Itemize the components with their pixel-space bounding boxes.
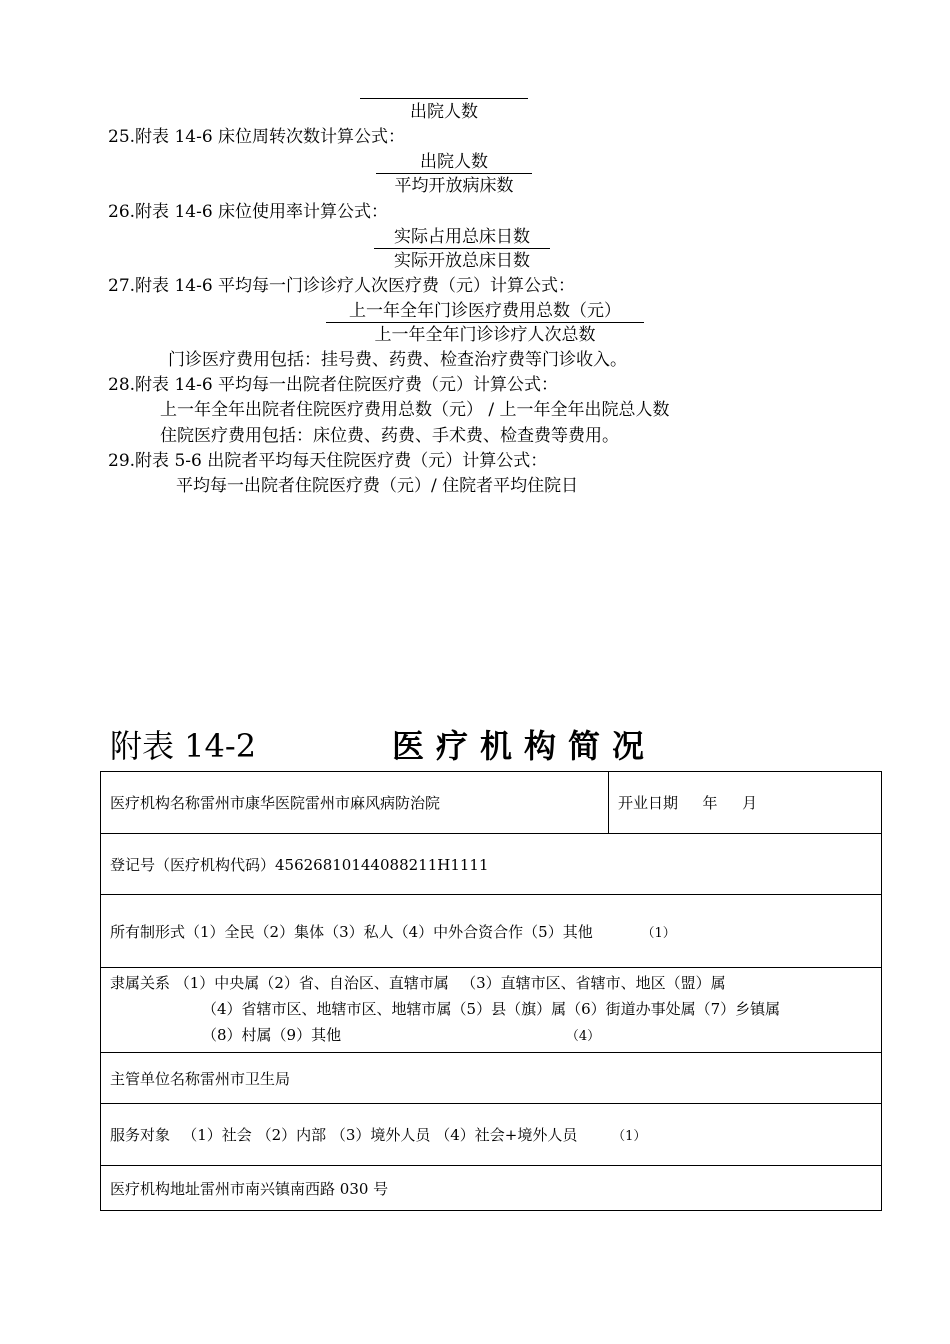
formula-28-note: 住院医疗费用包括：床位费、药费、手术费、检查费等费用。 <box>160 426 619 446</box>
service-options: 服务对象 （1）社会 （2）内部 （3）境外人员 （4）社会+境外人员 <box>110 1126 578 1144</box>
affiliation-line-2: （4）省辖市区、地辖市区、地辖市属（5）县（旗）属（6）街道办事处属（7）乡镇属 <box>202 1000 781 1018</box>
formula-29-heading: 29.附表 5-6 出院者平均每天住院医疗费（元）计算公式： <box>108 451 548 471</box>
service-code: （1） <box>612 1129 647 1144</box>
appendix-label: 附表 14-2 <box>110 727 257 765</box>
affiliation-line-3-row <box>110 1022 881 1050</box>
service-cell <box>101 1104 882 1166</box>
formula-26-numerator: 实际占用总床日数 <box>394 227 530 247</box>
formula-29-formula: 平均每一出院者住院医疗费（元）/ 住院者平均住院日 <box>176 476 579 496</box>
table-row <box>101 1166 882 1211</box>
institution-info-table <box>100 771 882 1211</box>
institution-name: 医疗机构名称雷州市康华医院雷州市麻风病防治院 <box>110 794 441 812</box>
appendix-title: 医疗机构简况 <box>392 727 657 765</box>
ownership-code: （1） <box>641 925 676 941</box>
registration-cell <box>101 834 882 895</box>
institution-address: 医疗机构地址雷州市南兴镇南西路 030 号 <box>110 1179 389 1198</box>
opening-date-cell <box>609 772 882 834</box>
ownership-cell <box>101 895 882 968</box>
affiliation-cell <box>101 968 882 1053</box>
table-row <box>101 1053 882 1104</box>
affiliation-line-1: 隶属关系 （1）中央属（2）省、自治区、直辖市属 （3）直辖市区、省辖市、地区（盟）属 <box>110 974 726 992</box>
supervisor-cell <box>101 1053 882 1104</box>
formula-25-heading: 25.附表 14-6 床位周转次数计算公式： <box>108 127 406 147</box>
table-row <box>101 968 882 1053</box>
formula-26-denominator: 实际开放总床日数 <box>394 251 530 271</box>
formula-28-heading: 28.附表 14-6 平均每一出院者住院医疗费（元）计算公式： <box>108 375 559 395</box>
affiliation-line-3: （8）村属（9）其他 <box>202 1026 342 1044</box>
opening-date: 开业日期 年 月 <box>618 794 758 812</box>
ownership-options: 所有制形式（1）全民（2）集体（3）私人（4）中外合资合作（5）其他 <box>110 922 593 941</box>
formula-27-note: 门诊医疗费用包括：挂号费、药费、检查治疗费等门诊收入。 <box>168 350 627 370</box>
formula-27-numerator: 上一年全年门诊医疗费用总数（元） <box>349 301 621 321</box>
table-row <box>101 772 882 834</box>
formula-28-formula: 上一年全年出院者住院医疗费用总数（元） / 上一年全年出院总人数 <box>160 400 670 420</box>
table-row <box>101 895 882 968</box>
formula-25-denominator: 平均开放病床数 <box>394 176 514 196</box>
formula-24-denominator: 出院人数 <box>410 102 478 122</box>
formula-25-numerator: 出院人数 <box>420 152 488 172</box>
table-row <box>101 834 882 895</box>
institution-name-cell <box>101 772 609 834</box>
formula-27-heading: 27.附表 14-6 平均每一门诊诊疗人次医疗费（元）计算公式： <box>108 276 576 296</box>
address-cell <box>101 1166 882 1211</box>
formula-27-denominator: 上一年全年门诊诊疗人次总数 <box>374 325 596 345</box>
fraction-bar <box>360 98 528 99</box>
supervisor-name: 主管单位名称雷州市卫生局 <box>110 1069 291 1088</box>
table-row <box>101 1104 882 1166</box>
registration-number: 登记号（医疗机构代码）45626810144088211H1111 <box>110 855 489 874</box>
formula-26-heading: 26.附表 14-6 床位使用率计算公式： <box>108 202 389 222</box>
affiliation-code: （4） <box>565 1029 601 1044</box>
